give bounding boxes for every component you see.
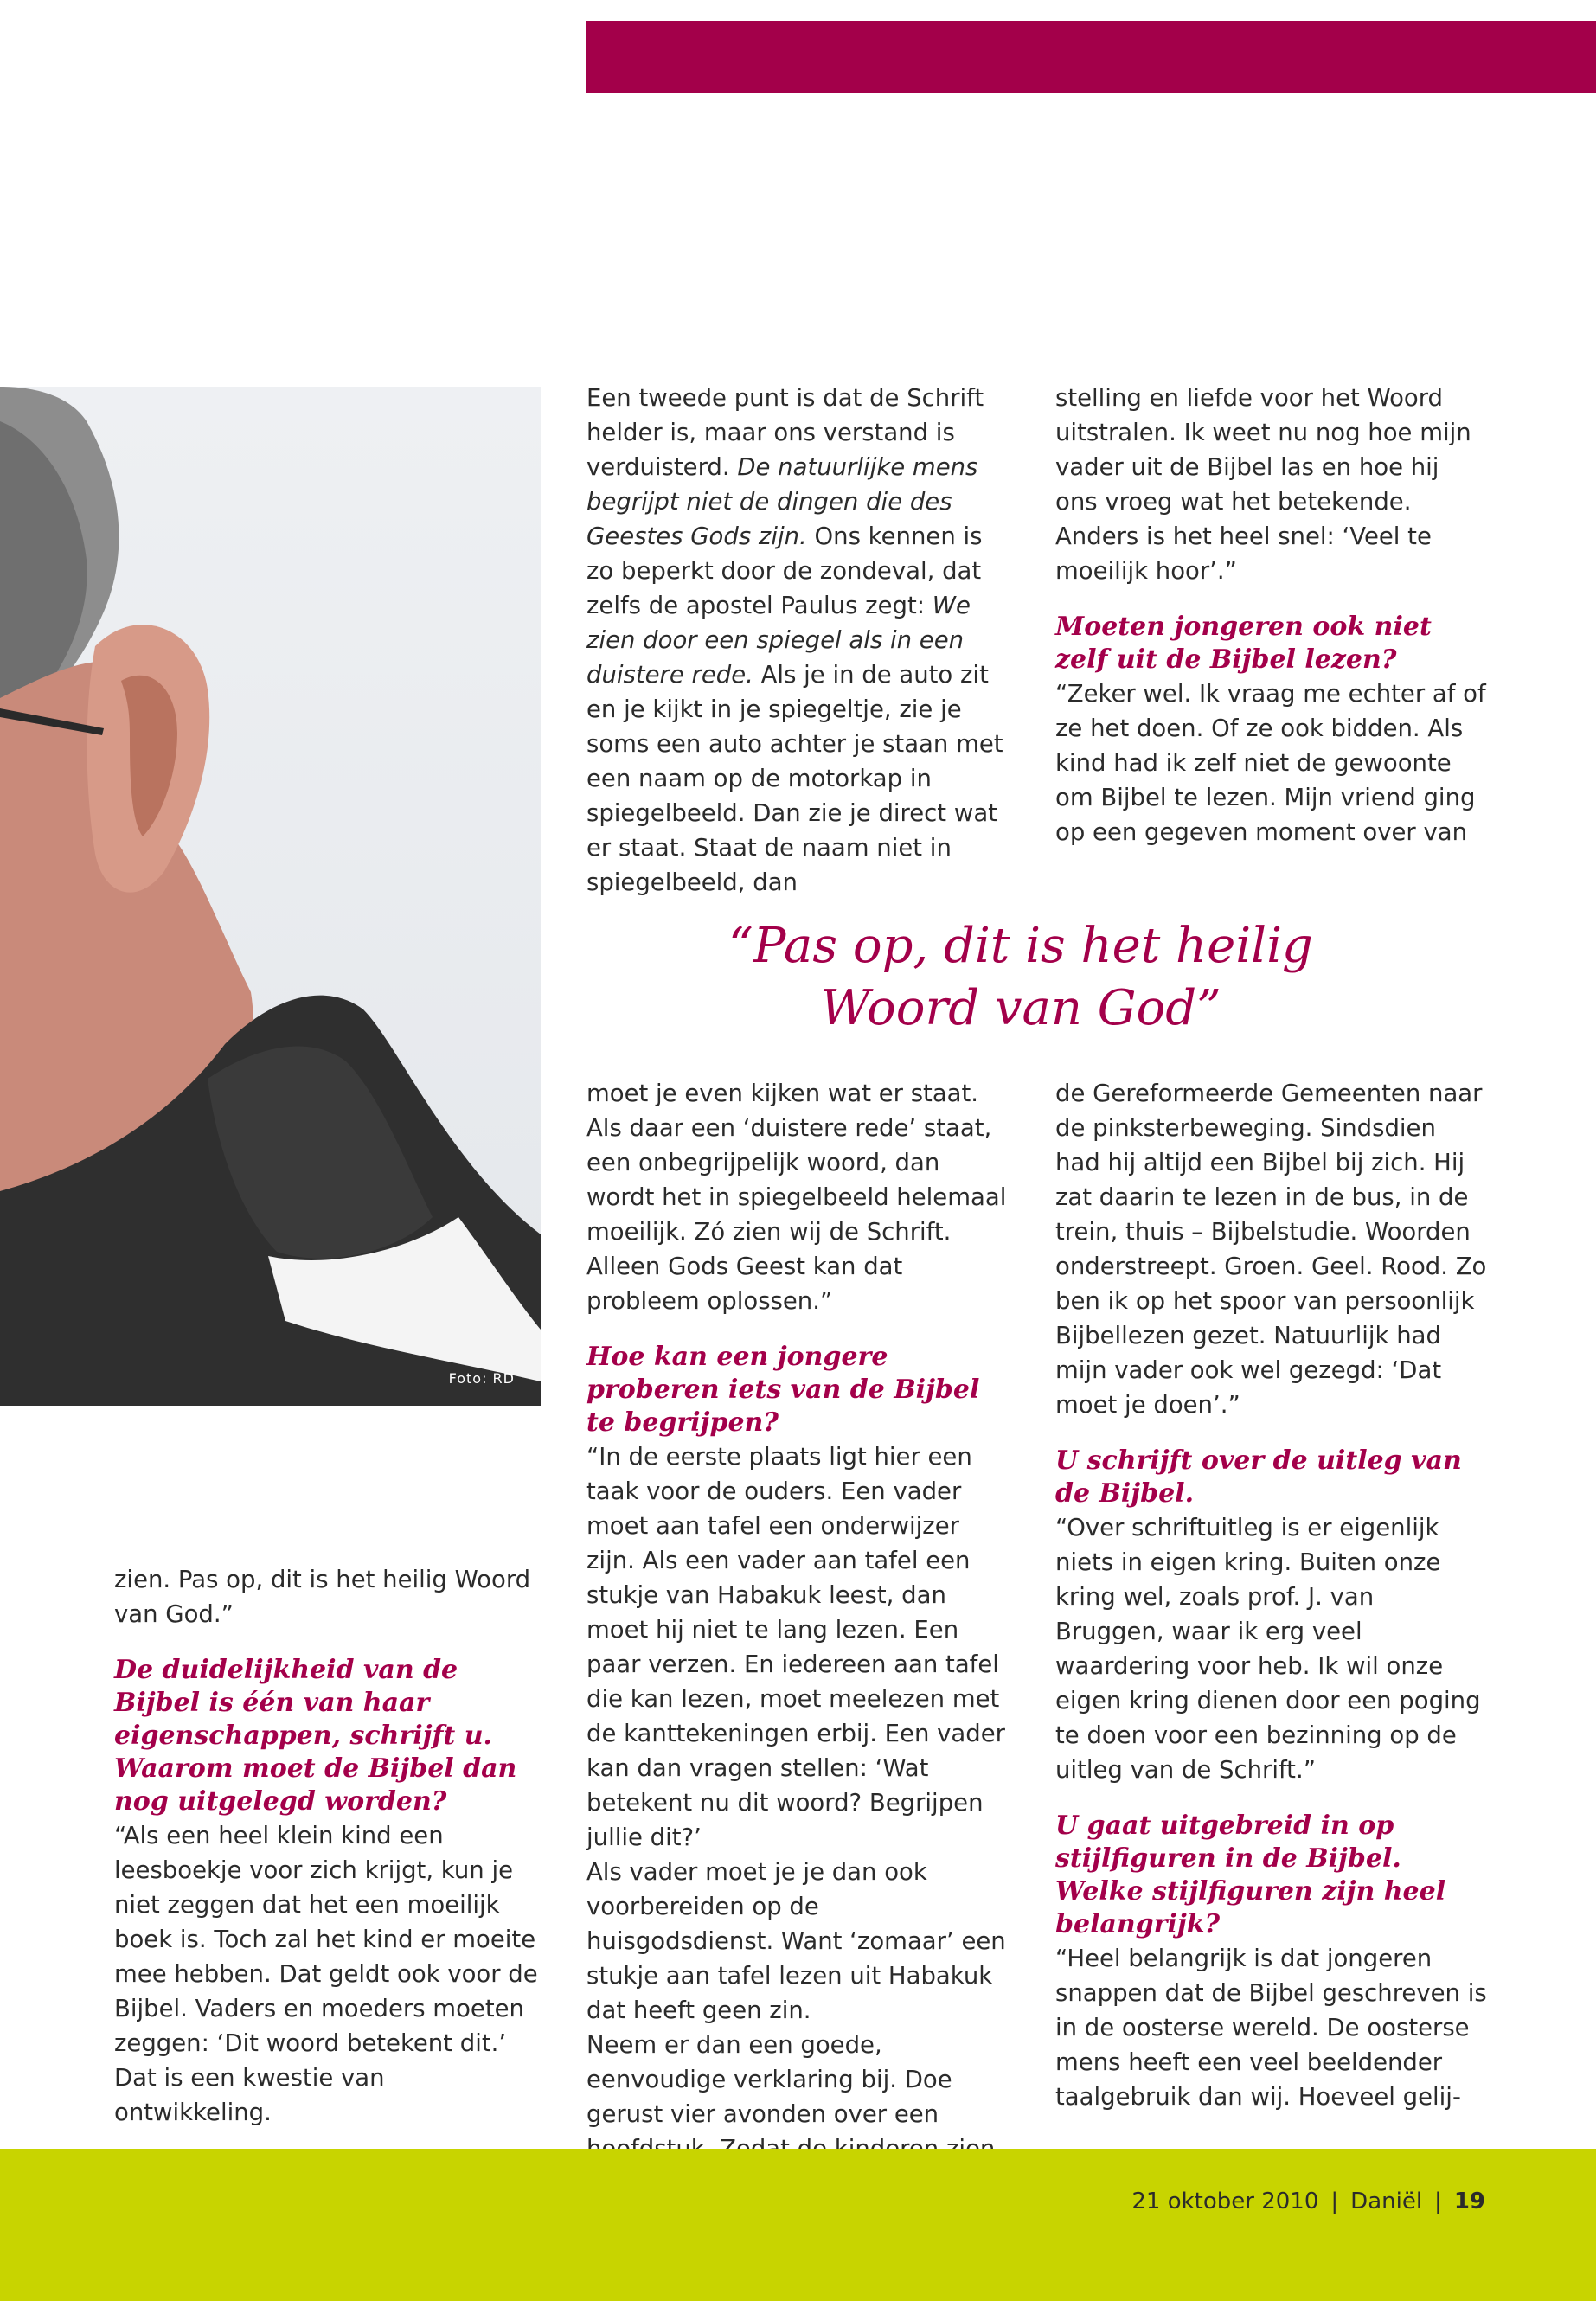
paragraph: Als vader moet je je dan ook voorbereiden op de huisgodsdienst. Want ‘zomaar’ een stukje aan tafel lezen uit Habakuk dat heeft geen zin.	[586, 1858, 1006, 2024]
interview-question: U gaat uitgebreid in op stijlfiguren in de Bijbel. Welke stijlfiguren zijn heel belangrijk?	[1055, 1811, 1446, 1939]
text-run: Ons kennen is zo beperkt door de zondeval, dat zelfs de apostel Paulus zegt:	[586, 522, 983, 619]
pull-quote	[588, 915, 1453, 1040]
text-run: Als je in de auto zit en je kijkt in je spiegeltje, zie je soms een auto achter je staan met een naam op de motorkap in spiegelbeeld. Dan zie je direct wat er staat. Staat de naam niet in spiegelbeeld, dan	[586, 661, 1003, 896]
portrait-photo	[0, 387, 541, 1406]
top-color-bar	[586, 21, 1596, 93]
separator: |	[1330, 2189, 1339, 2214]
paragraph: de Gereformeerde Gemeenten naar de pinksterbeweging. Sindsdien had hij altijd een Bijbel bij zich. Hij zat daarin te lezen in de bus, in de trein, thuis – Bijbelstudie. Woorden onderstreept. Groen. Geel. Rood. Zo ben ik op het spoor van persoonlijk Bijbellezen gezet. Natuurlijk had mijn vader ook wel gezegd: ‘Dat moet je doen’.”	[1055, 1080, 1487, 1419]
column-2-top	[586, 381, 1006, 900]
photo-credit: Foto: RD	[448, 1370, 515, 1387]
column-1-bottom	[114, 1562, 538, 2130]
paragraph: stelling en liefde voor het Woord uitstralen. Ik weet nu nog hoe mijn vader uit de Bijbel las en hoe hij ons vroeg wat het betekende. Anders is het heel snel: ‘Veel te moeilijk hoor’.”	[1055, 384, 1471, 585]
paragraph: “Zeker wel. Ik vraag me echter af of ze het doen. Of ze ook bidden. Als kind had ik zelf niet de gewoonte om Bijbel te lezen. Mijn vriend ging op een gegeven moment over van	[1055, 680, 1486, 846]
paragraph	[586, 381, 1006, 900]
footer-bar	[0, 2149, 1596, 2301]
paragraph: zien. Pas op, dit is het heilig Woord van God.”	[114, 1566, 531, 1628]
column-3-top	[1055, 381, 1488, 849]
interview-question: De duidelijkheid van de Bijbel is één van haar eigenschappen, schrijft u. Waarom moet de Bijbel dan nog uitgelegd worden?	[114, 1655, 517, 1817]
bible-quote: De natuurlijke mens begrijpt niet de dingen die des Geestes Gods zijn.	[586, 453, 978, 550]
paragraph: Neem er dan een goede, eenvoudige verklaring bij. Doe gerust vier avonden over een	[586, 2031, 952, 2128]
pull-quote-line: Woord van God”	[820, 980, 1221, 1036]
paragraph: moet je even kijken wat er staat. Als daar een ‘duistere rede’ staat, een onbegrijpelijk woord, dan wordt het in spiegelbeeld helemaal moeilijk. Zó zien wij de Schrift. Alleen Gods Geest kan dat probleem oplossen.”	[586, 1080, 1007, 1315]
column-3-bottom	[1055, 1076, 1488, 2114]
paragraph: “Over schriftuitleg is er eigenlijk niets in eigen kring. Buiten onze kring wel, zoals prof. J. van Bruggen, waar ik erg veel waardering voor heb. Ik wil onze eigen kring dienen door een poging te doen voor een bezinning op de uitleg van de Schrift.”	[1055, 1514, 1481, 1784]
photo-illustration	[0, 387, 541, 1406]
interview-question: Hoe kan een jongere proberen iets van de Bijbel te begrijpen?	[586, 1342, 980, 1438]
interview-question: U schrijft over de uitleg van de Bijbel.	[1055, 1445, 1462, 1509]
footer-info	[1131, 2189, 1485, 2214]
interview-question: Moeten jongeren ook niet zelf uit de Bijbel lezen?	[1055, 612, 1432, 675]
bible-quote: We zien door een spiegel als in een duistere rede.	[586, 592, 971, 689]
separator: |	[1434, 2189, 1442, 2214]
column-2-bottom	[586, 1076, 1010, 2235]
magazine-name: Daniël	[1350, 2189, 1423, 2214]
paragraph: “Als een heel klein kind een leesboekje voor zich krijgt, kun je niet zeggen dat het een moeilijk boek is. Toch zal het kind er moeite mee hebben. Dat geldt ook voor de Bijbel. Vaders en moeders moeten zeggen: ‘Dit woord betekent dit.’ Dat is een kwestie van ontwikkeling.	[114, 1822, 538, 2126]
pull-quote-line: “Pas op, dit is het heilig	[728, 918, 1313, 974]
paragraph: “Heel belangrijk is dat jongeren snappen dat de Bijbel geschreven is in de oosterse wereld. De oosterse mens heeft een veel beeldender taalgebruik dan wij. Hoeveel gelij-	[1055, 1945, 1487, 2111]
page-number: 19	[1453, 2189, 1485, 2214]
issue-date: 21 oktober 2010	[1131, 2189, 1319, 2214]
paragraph: “In de eerste plaats ligt hier een taak voor de ouders. Een vader moet aan tafel een onderwijzer zijn. Als een vader aan tafel een stukje van Habakuk leest, dan moet hij niet te lang lezen. Een paar verzen. En iedereen aan tafel die kan lezen, moet meelezen met de kanttekeningen erbij. Een vader kan dan vragen stellen: ‘Wat betekent nu dit woord? Begrijpen jullie dit?’	[586, 1443, 1005, 1851]
text-run: Een tweede punt is dat de Schrift helder is, maar ons verstand is verduisterd.	[586, 384, 984, 481]
